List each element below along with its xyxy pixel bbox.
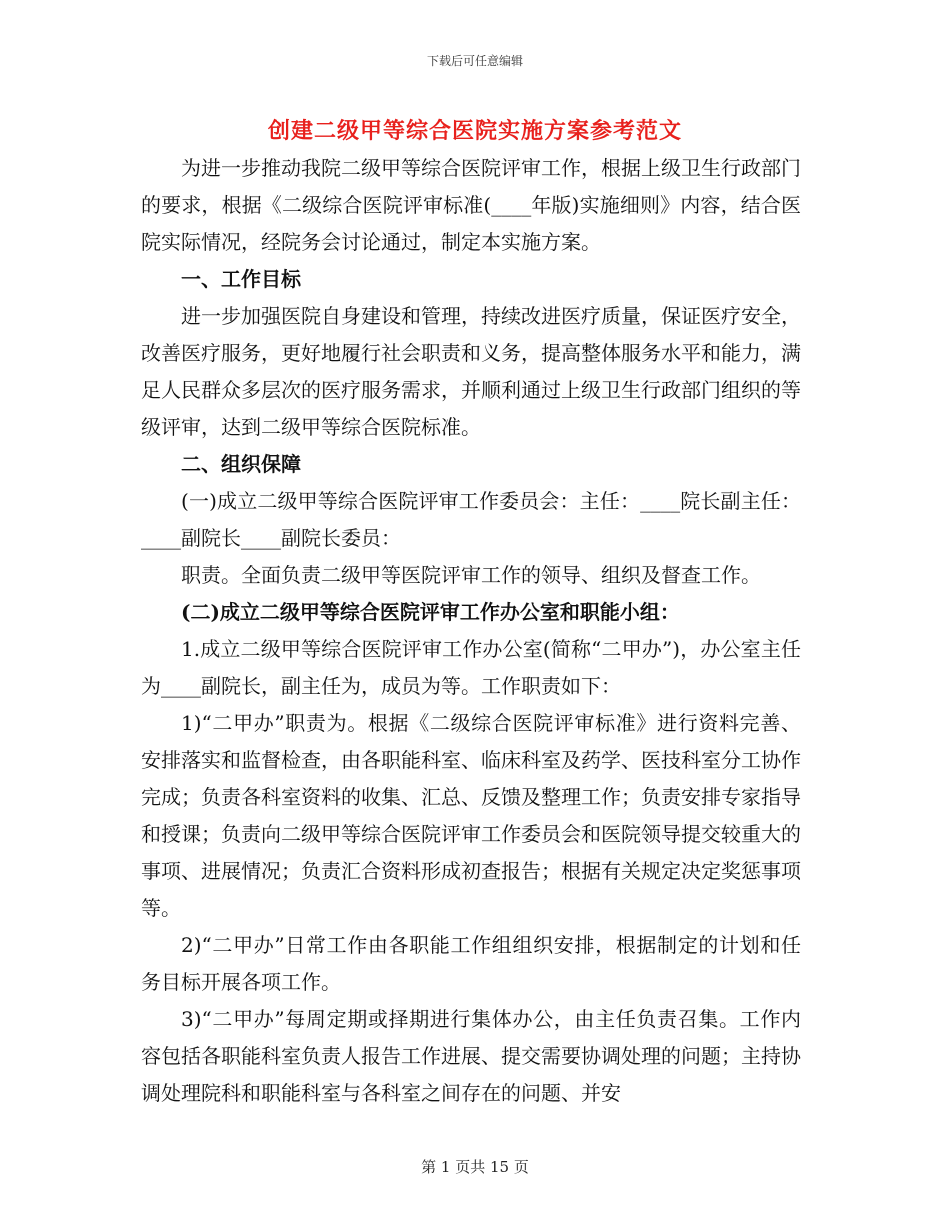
section-heading-office: (二)成立二级甲等综合医院评审工作办公室和职能小组： [181,600,680,624]
document-body [141,150,801,1112]
intro-paragraph: 为进一步推动我院二级甲等综合医院评审工作，根据上级卫生行政部门的要求，根据《二级综合医院评审标准(____年版)实施细则》内容，结合医院实际情况，经院务会讨论通过，制定本实施方案。 [141,156,801,254]
section-heading-organization: 二、组织保障 [181,452,301,476]
office-duty-2-paragraph: 2)“二甲办”日常工作由各职能工作组组织安排，根据制定的计划和任务目标开展各项工作。 [141,933,801,994]
page-header-note: 下载后可任意编辑 [426,54,523,68]
document-title: 创建二级甲等综合医院实施方案参考范文 [267,118,682,144]
office-duty-1-paragraph: 1)“二甲办”职责为。根据《二级综合医院评审标准》进行资料完善、安排落实和监督检查，由各职能科室、临床科室及药学、医技科室分工协作完成；负责各科室资料的收集、汇总、反馈及整理工作；负责安排专家指导和授课；负责向二级甲等综合医院评审工作委员会和医院领导提交较重大的事项、进展情况；负责汇合资料形成初查报告；根据有关规定决定奖惩事项等。 [141,711,801,920]
committee-duties-paragraph: 职责。全面负责二级甲等医院评审工作的领导、组织及督查工作。 [181,563,761,587]
office-setup-paragraph: 1.成立二级甲等综合医院评审工作办公室(简称“二甲办”)，办公室主任为____副院长，副主任为，成员为等。工作职责如下： [141,637,801,698]
work-goals-paragraph: 进一步加强医院自身建设和管理，持续改进医疗质量，保证医疗安全，改善医疗服务，更好地履行社会职责和义务，提高整体服务水平和能力，满足人民群众多层次的医疗服务需求，并顺利通过上级卫生行政部门组织的等级评审，达到二级甲等综合医院标准。 [141,304,801,439]
office-duty-3-paragraph: 3)“二甲办”每周定期或择期进行集体办公，由主任负责召集。工作内容包括各职能科室负责人报告工作进展、提交需要协调处理的问题；主持协调处理院科和职能科室与各科室之间存在的问题、并安 [141,1007,801,1105]
committee-paragraph: (一)成立二级甲等综合医院评审工作委员会：主任：____院长副主任：____副院长____副院长委员： [141,489,801,550]
page-number: 第 1 页共 15 页 [421,1158,529,1176]
section-heading-work-goals: 一、工作目标 [181,267,301,291]
